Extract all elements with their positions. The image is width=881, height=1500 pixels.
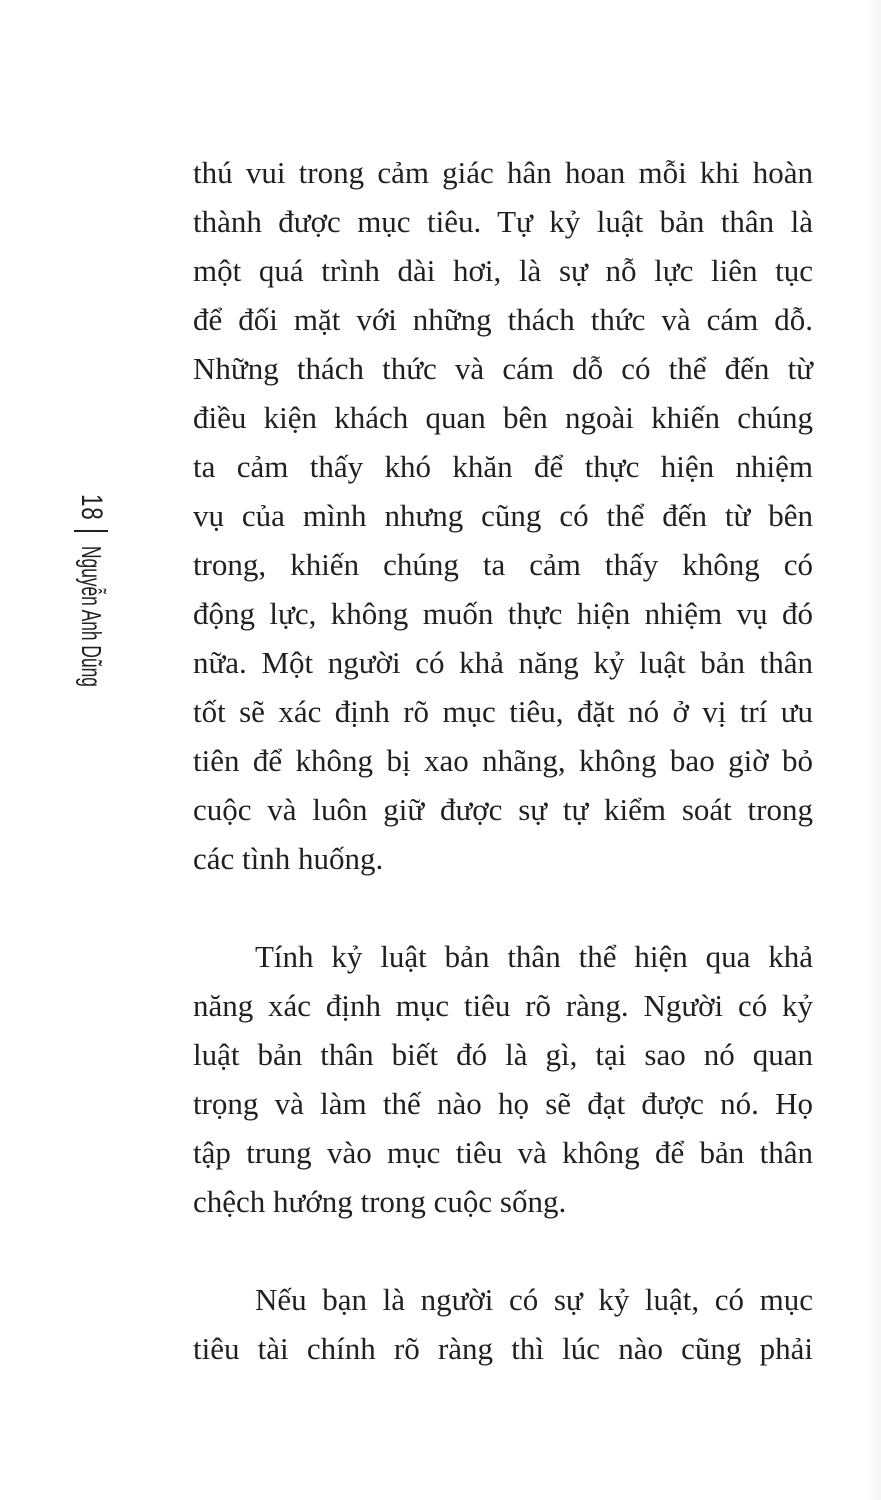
text-line: vụ của mình nhưng cũng có thể đến từ bên: [193, 498, 813, 533]
text-line: để đối mặt với những thách thức và cám dỗ.: [193, 302, 813, 337]
text-line: thành được mục tiêu. Tự kỷ luật bản thân là: [193, 204, 813, 239]
text-line: nữa. Một người có khả năng kỷ luật bản thân: [193, 645, 813, 680]
body-text: [193, 148, 813, 1373]
text-line: động lực, không muốn thực hiện nhiệm vụ đó: [193, 596, 813, 631]
text-line: năng xác định mục tiêu rõ ràng. Người có kỷ: [193, 988, 813, 1023]
paragraph-3: [193, 1275, 813, 1373]
text-line: một quá trình dài hơi, là sự nỗ lực liên tục: [193, 253, 813, 288]
text-line: tiêu tài chính rõ ràng thì lúc nào cũng phải: [193, 1331, 813, 1366]
text-line: luật bản thân biết đó là gì, tại sao nó quan: [193, 1037, 813, 1072]
text-line: thú vui trong cảm giác hân hoan mỗi khi hoàn: [193, 155, 813, 190]
text-line: tốt sẽ xác định rõ mục tiêu, đặt nó ở vị trí ưu: [193, 694, 813, 729]
page-edge-shadow: [867, 0, 881, 1500]
text-line: điều kiện khách quan bên ngoài khiến chúng: [193, 400, 813, 435]
text-line: trong, khiến chúng ta cảm thấy không có: [193, 547, 813, 582]
text-line: Những thách thức và cám dỗ có thể đến từ: [193, 351, 813, 386]
text-line: chệch hướng trong cuộc sống.: [193, 1184, 567, 1219]
running-head: [62, 494, 120, 824]
text-line: ta cảm thấy khó khăn để thực hiện nhiệm: [193, 449, 813, 484]
text-line: tập trung vào mục tiêu và không để bản thân: [193, 1135, 813, 1170]
paragraph-1: [193, 148, 813, 883]
text-line: Nếu bạn là người có sự kỷ luật, có mục: [255, 1282, 813, 1317]
author-name: Nguyễn Anh Dũng: [76, 546, 107, 687]
running-head-divider: [74, 530, 108, 532]
text-line: Tính kỷ luật bản thân thể hiện qua khả: [255, 939, 813, 974]
text-line: trọng và làm thế nào họ sẽ đạt được nó. Họ: [193, 1086, 813, 1121]
page-number: 18: [75, 494, 108, 521]
text-line: cuộc và luôn giữ được sự tự kiểm soát trong: [193, 792, 813, 827]
text-line: tiên để không bị xao nhãng, không bao giờ bỏ: [193, 743, 813, 778]
paragraph-2: [193, 932, 813, 1226]
text-line: các tình huống.: [193, 841, 384, 876]
